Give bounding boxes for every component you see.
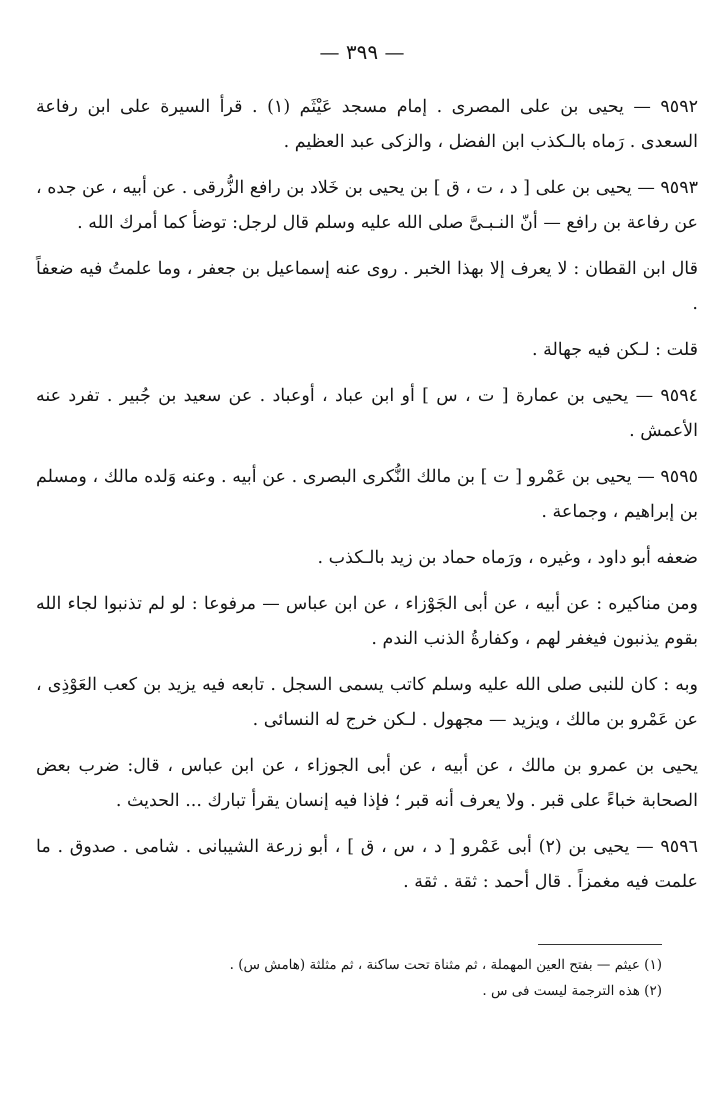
entry-9594: ٩٥٩٤ — يحيى بن عمارة [ ت ، س ] أو ابن عباد ، أوعباد . عن سعيد بن جُبير . تفرد عنه الأعمش .	[36, 386, 698, 441]
entry-9595: ٩٥٩٥ — يحيى بن عَمْرو [ ت ] بن مالك النُّكرى البصرى . عن أبيه . وعنه وَلده مالك ، ومسلم بن إبراهيم ، وجماعة .	[36, 467, 698, 522]
page-number: — ٣٩٩ —	[319, 40, 405, 64]
footnote-2: (٢) هذه الترجمة ليست فى س .	[482, 983, 662, 999]
entry-9593-comment-ibn-al-qattan: قال ابن القطان : لا يعرف إلا بهذا الخبر . روى عنه إسماعيل بن جعفر ، وما علمتُ فيه ضعفاً .	[36, 259, 698, 314]
entry-9595-weakness-note: ضعفه أبو داود ، وغيره ، ورَماه حماد بن زيد بالـكذب .	[317, 548, 698, 568]
entry-9593: ٩٥٩٣ — يحيى بن على [ د ، ت ، ق ] بن يحيى بن خَلاد بن رافع الزُّرقى . عن أبيه ، عن جده ، عن رفاعة بن رافع — أنّ النـبـىَّ صلى الله عليه وسلم قال لرجل: توضأ كما أمرك الله .	[36, 178, 698, 233]
entry-9595-munkar-hadith-2: وبه : كان للنبى صلى الله عليه وسلم كاتب يسمى السجل . تابعه فيه يزيد بن كعب العَوْذِى ، عن عَمْرو بن مالك ، ويزيد — مجهول . لـكن خرج له النسائى .	[36, 675, 698, 730]
entry-9595-munkar-hadith-1: ومن مناكيره : عن أبيه ، عن أبى الجَوْزاء ، عن ابن عباس — مرفوعا : لو لم تذنبوا لجاء الله بقوم يذنبون فيغفر لهم ، وكفارةُ الذنب الندم .	[36, 594, 698, 649]
entry-9596: ٩٥٩٦ — يحيى بن (٢) أبى عَمْرو [ د ، س ، ق ] ، أبو زرعة الشيبانى . شامى . صدوق . ما علمت فيه مغمزاً . قال أحمد : ثقة . ثقة .	[36, 837, 698, 892]
main-text	[36, 90, 698, 911]
entry-9592: ٩٥٩٢ — يحيى بن على المصرى . إمام مسجد عَيْثَم (١) . قرأ السيرة على ابن رفاعة السعدى . رَماه بالـكذب ابن الفضل ، والزكى عبد العظيم .	[36, 97, 698, 152]
entry-9595-munkar-hadith-3: يحيى بن عمرو بن مالك ، عن أبيه ، عن أبى الجوزاء ، عن ابن عباس ، قال: ضرب بعض الصحابة خباءً على قبر . ولا يعرف أنه قبر ؛ فإذا فيه إنسان يقرأ تبارك ... الحديث .	[36, 756, 698, 811]
footnote-divider	[538, 944, 662, 945]
entry-9593-comment-author: قلت : لـكن فيه جهالة .	[531, 340, 698, 360]
footnote-1: (١) عيثم — بفتح العين المهملة ، ثم مثناة تحت ساكنة ، ثم مثلثة (هامش س) .	[229, 957, 662, 973]
footnotes	[36, 952, 662, 1004]
